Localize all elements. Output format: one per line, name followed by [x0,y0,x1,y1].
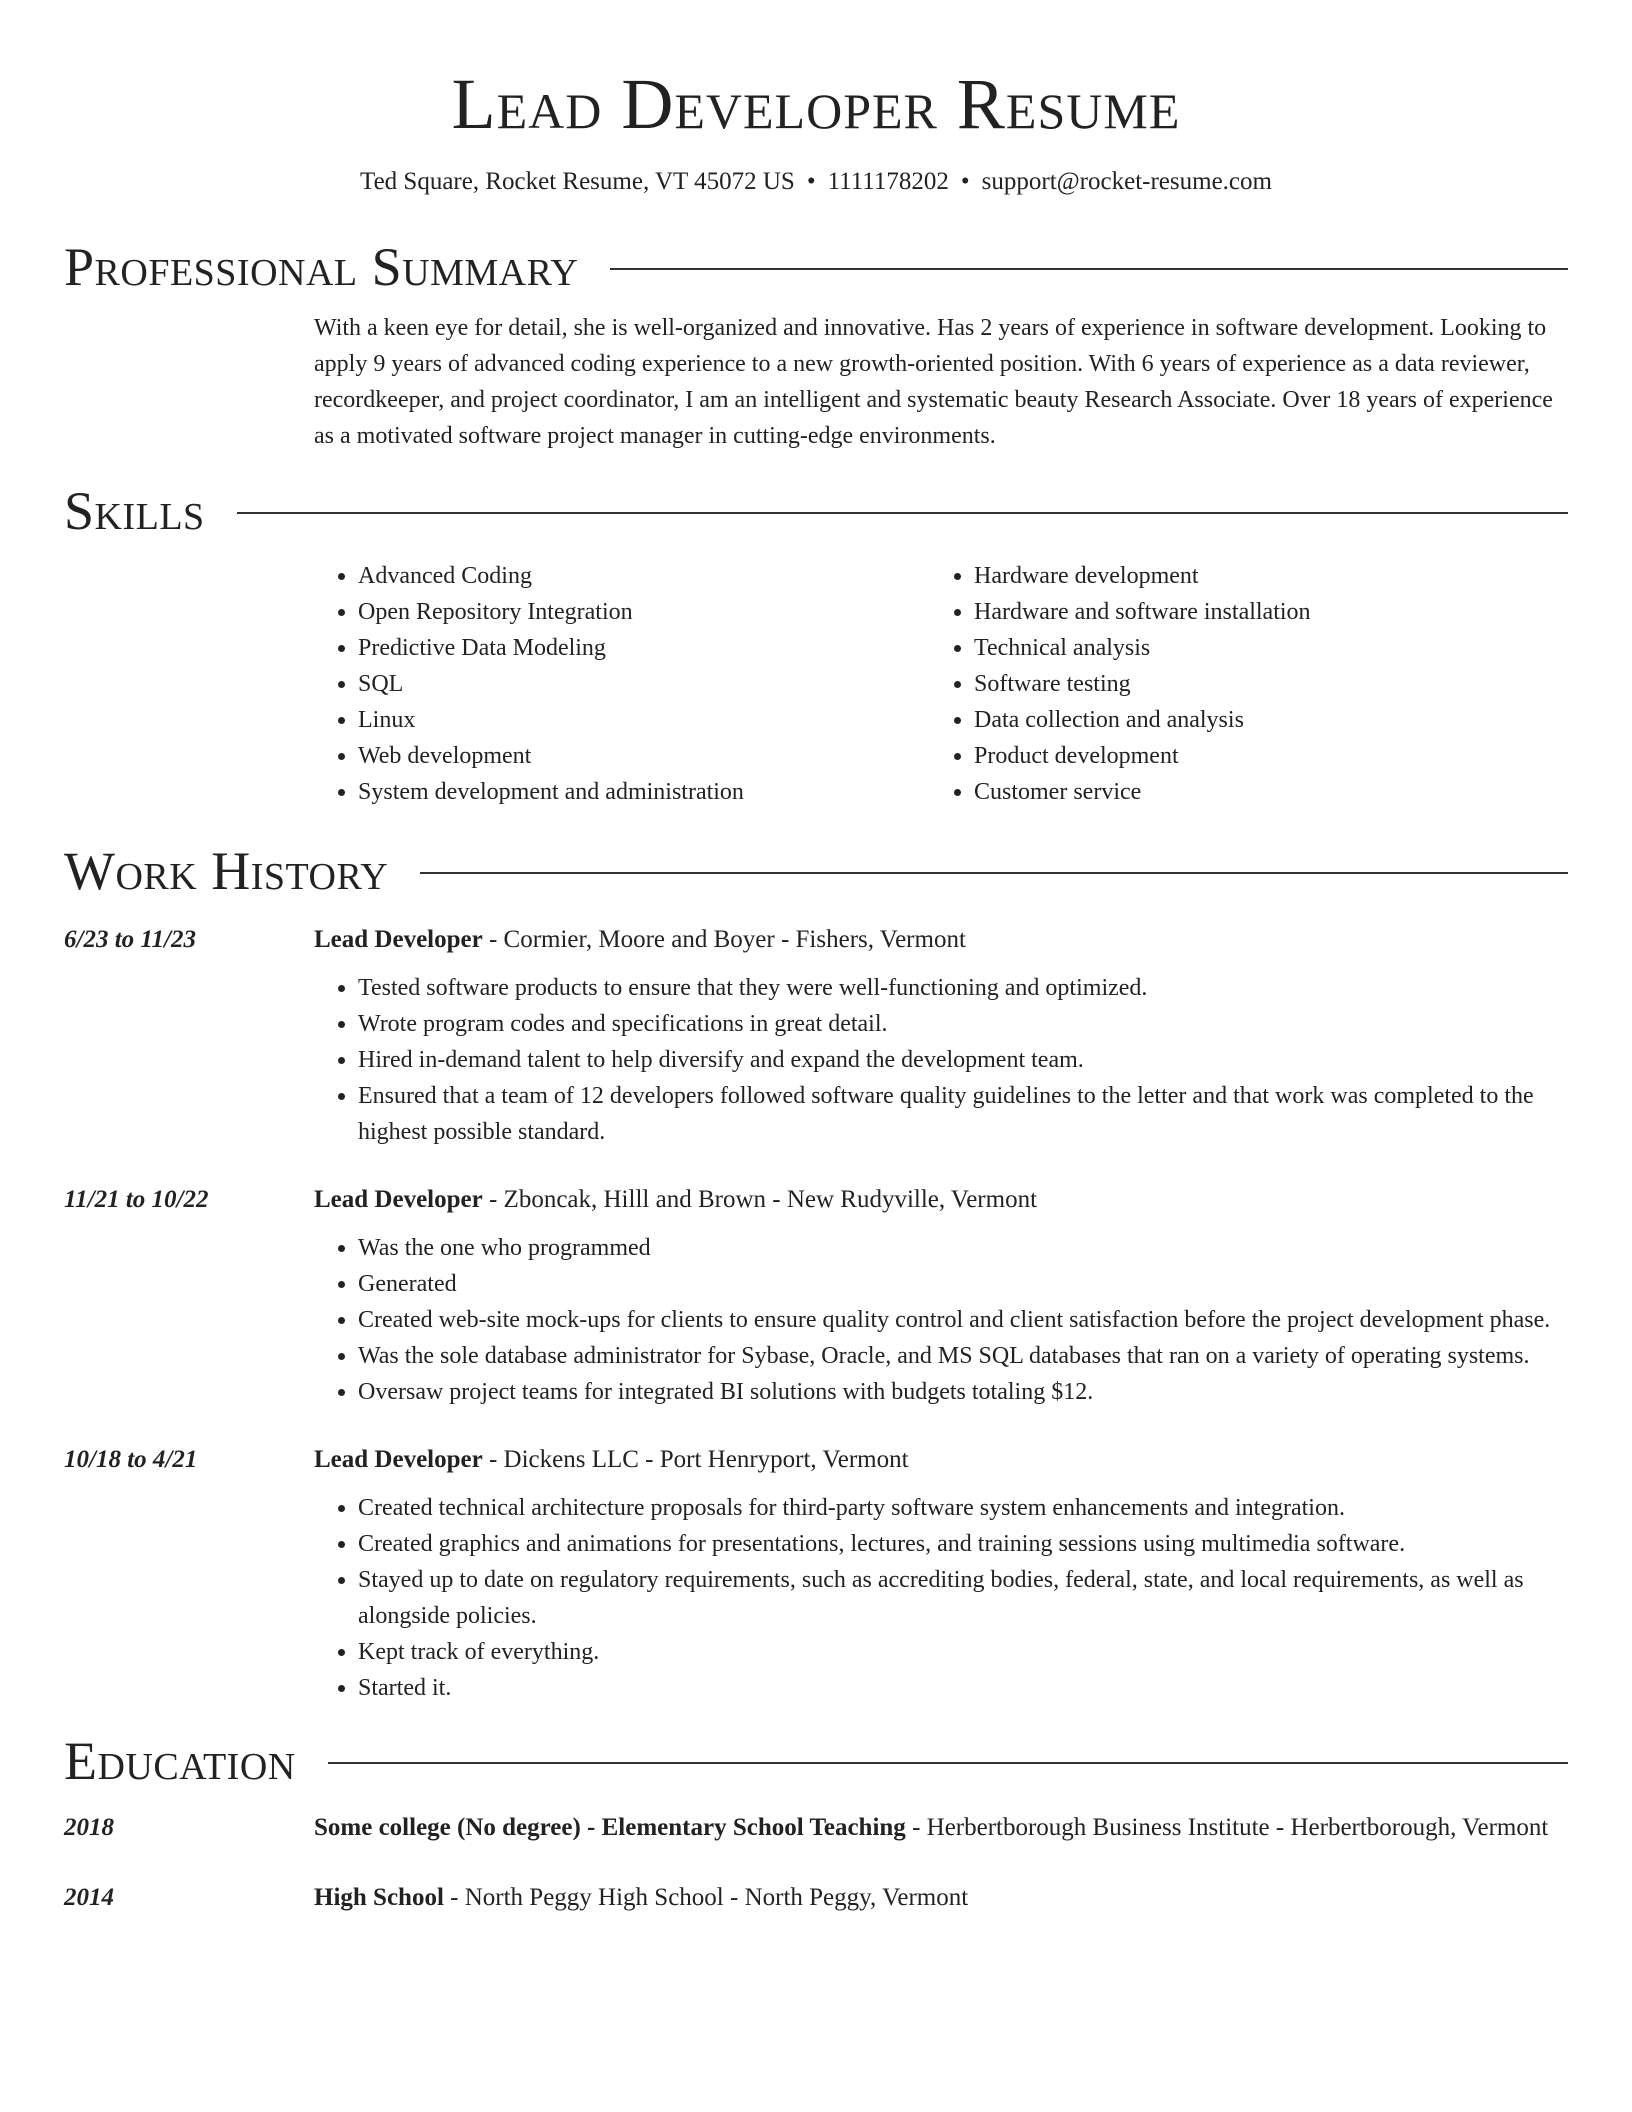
education-degree: Some college (No degree) - Elementary School Teaching [314,1814,906,1841]
contact-line [64,166,1568,198]
skill-item: • Linux [358,702,930,738]
skill-item: • System development and administration [358,774,930,810]
job-bullet: • Tested software products to ensure that they were well-functioning and optimized. [358,970,1568,1006]
skill-item: • Software testing [974,666,1546,702]
skill-item: • Open Repository Integration [358,594,930,630]
skills-list-right [930,558,1546,810]
resume-title: Lead Developer Resume [451,64,1181,144]
skill-item: • Product development [974,738,1546,774]
education-year: 2018 [64,1814,114,1841]
job-entry [64,920,1568,1150]
summary-text: With a keen eye for detail, she is well-organized and innovative. Has 2 years of experience in software development. Looking to apply 9 years of advanced coding experience to a new growth-oriented position. With 6 years of experience as a data reviewer, recordkeeper, and project coordinator, I am an intelligent and systematic beauty Research Associate. Over 18 years of experience as a motivated software project manager in cutting-edge environments. [314,315,1553,449]
job-bullet: • Generated [358,1266,1568,1302]
job-bullet: • Created technical architecture proposals for third-party software system enhancements and integration. [358,1490,1568,1526]
skills-columns [314,558,1568,810]
contact-phone: 1111178202 [827,168,949,195]
job-heading [314,920,1568,960]
job-bullets [314,1490,1568,1706]
job-heading [314,1180,1568,1220]
section-header [64,476,1568,546]
skill-item: • Hardware development [974,558,1546,594]
section-header [64,836,1568,906]
section-divider [610,268,1568,270]
work-section [64,836,1568,1706]
skill-item: • Hardware and software installation [974,594,1546,630]
section-title-work: Work History [64,841,389,901]
skill-item: • Data collection and analysis [974,702,1546,738]
education-heading [314,1808,1568,1848]
job-title: Lead Developer [314,1446,483,1473]
skill-item: • Advanced Coding [358,558,930,594]
job-heading [314,1440,1568,1480]
contact-separator: • [960,168,970,195]
education-heading [314,1878,1568,1918]
section-divider [420,872,1568,874]
skills-section [64,476,1568,810]
job-bullet: • Ensured that a team of 12 developers followed software quality guidelines to the letter and that work was completed to the highest possible standard. [358,1078,1568,1150]
section-divider [237,512,1568,514]
job-bullet: • Created web-site mock-ups for clients to ensure quality control and client satisfaction before the project development phase. [358,1302,1568,1338]
contact-address: Ted Square, Rocket Resume, VT 45072 US [360,168,795,195]
job-bullet: • Kept track of everything. [358,1634,1568,1670]
education-details: - North Peggy High School - North Peggy, Vermont [443,1884,969,1911]
job-bullet: • Stayed up to date on regulatory requirements, such as accrediting bodies, federal, state, and local requirements, as well as alongside policies. [358,1562,1568,1634]
skills-list-left [314,558,930,810]
job-bullet: • Was the one who programmed [358,1230,1568,1266]
job-details: - Cormier, Moore and Boyer - Fishers, Vermont [482,926,966,953]
education-details: - Herbertborough Business Institute - Herbertborough, Vermont [905,1814,1549,1841]
job-bullet: • Wrote program codes and specifications in great detail. [358,1006,1568,1042]
job-bullet: • Started it. [358,1670,1568,1706]
education-degree: High School [314,1884,444,1911]
job-entry [64,1180,1568,1410]
job-dates: 10/18 to 4/21 [64,1446,198,1473]
job-title: Lead Developer [314,926,483,953]
job-bullets [314,1230,1568,1410]
section-header [64,1726,1568,1796]
summary-section [64,232,1568,454]
job-bullet: • Hired in-demand talent to help diversify and expand the development team. [358,1042,1568,1078]
section-title-summary: Professional Summary [64,237,579,297]
section-divider [328,1762,1568,1764]
education-entry [64,1808,1568,1848]
section-title-skills: Skills [64,481,205,541]
job-title: Lead Developer [314,1186,483,1213]
job-entry [64,1440,1568,1706]
job-bullet: • Created graphics and animations for presentations, lectures, and training sessions using multimedia software. [358,1526,1568,1562]
education-section [64,1726,1568,1918]
skill-item: • Technical analysis [974,630,1546,666]
job-details: - Zboncak, Hilll and Brown - New Rudyville, Vermont [482,1186,1038,1213]
section-header [64,232,1568,302]
skill-item: • SQL [358,666,930,702]
skill-item: • Web development [358,738,930,774]
job-dates: 6/23 to 11/23 [64,926,196,953]
job-bullet: • Was the sole database administrator for Sybase, Oracle, and MS SQL databases that ran on a variety of operating systems. [358,1338,1568,1374]
contact-separator: • [806,168,816,195]
skill-item: • Predictive Data Modeling [358,630,930,666]
job-bullets [314,970,1568,1150]
education-entry [64,1878,1568,1918]
job-details: - Dickens LLC - Port Henryport, Vermont [482,1446,909,1473]
education-year: 2014 [64,1884,114,1911]
section-title-education: Education [64,1731,296,1791]
job-bullet: • Oversaw project teams for integrated BI solutions with budgets totaling $12. [358,1374,1568,1410]
contact-email[interactable]: support@rocket-resume.com [981,168,1272,195]
job-dates: 11/21 to 10/22 [64,1186,209,1213]
skill-item: • Customer service [974,774,1546,810]
